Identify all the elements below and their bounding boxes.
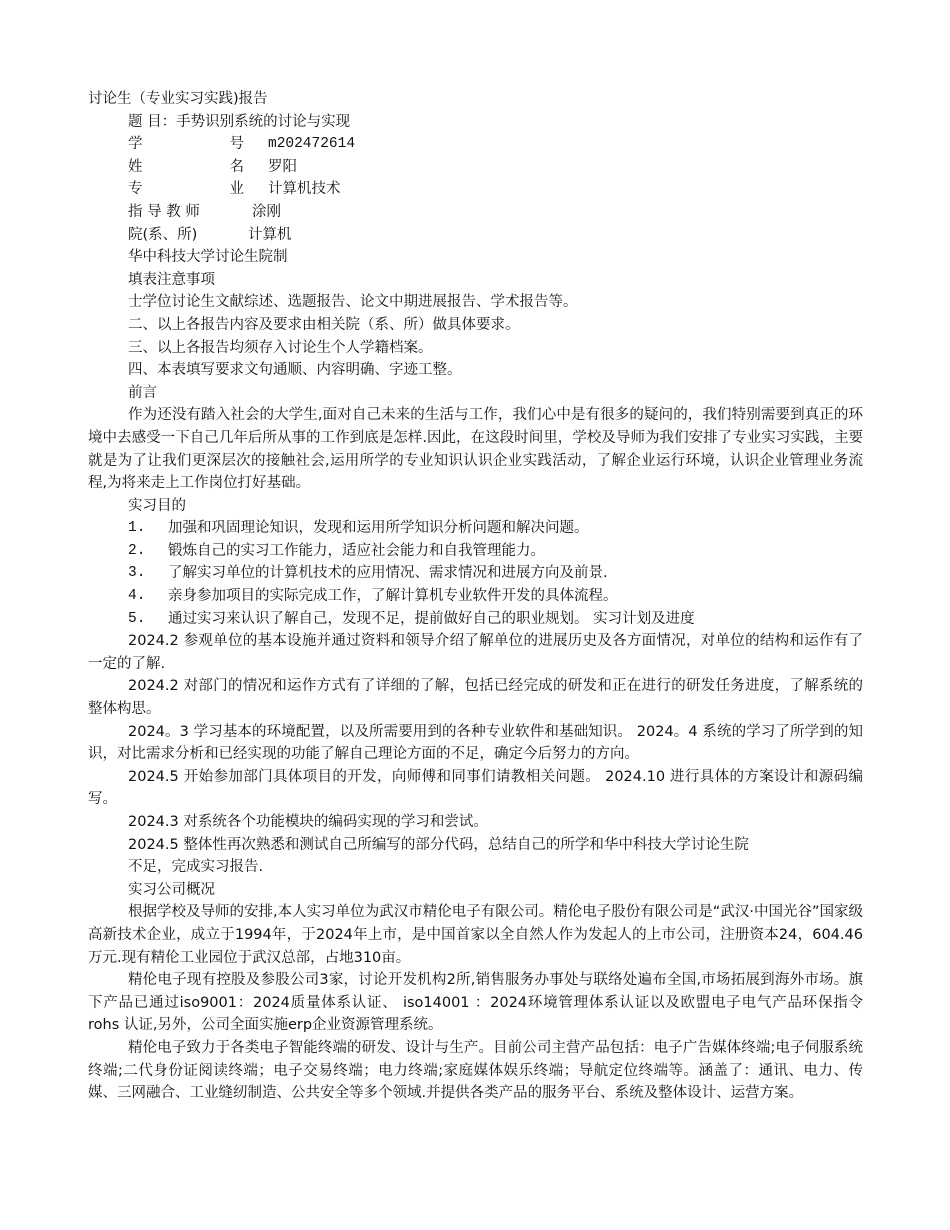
- company-paragraph: 精伦电子致力于各类电子智能终端的研发、设计与生产。目前公司主营产品包括：电子广告媒体终端;电子伺服系统终端;二代身份证阅读终端；电子交易终端；电力终端;家庭媒体娱乐终端；导航定位终端等。涵盖了：通讯、电力、传媒、三网融合、工业缝纫制造、公共安全等多个领域.并提供各类产品的服务平台、系统及整体设计、运营方案。: [88, 1039, 863, 1102]
- plan-paragraph: 2024.2 参观单位的基本设施并通过资料和领导介绍了解单位的进展历史及各方面情况，对单位的结构和运作有了一定的了解.: [88, 633, 863, 672]
- name-field: [88, 156, 863, 179]
- student-id-label: 学 号: [128, 136, 244, 153]
- plan-paragraph: 2024.3 对系统各个功能模块的编码实现的学习和尝试。: [128, 814, 488, 830]
- dept-label: 院(系、所): [128, 226, 198, 243]
- issuer-line: 华中科技大学讨论生院制: [128, 249, 288, 266]
- dept-field: [88, 224, 863, 247]
- note-item: 三、以上各报告均须存入讨论生个人学籍档案。: [128, 339, 433, 356]
- student-id-field: [88, 133, 863, 156]
- plan-paragraph: 2024。3 学习基本的环境配置，以及所需要用到的各种专业软件和基础知识。 2024。4 系统的学习了所学到的知识，对比需求分析和已经实现的功能了解自己理论方面的不足，确定今后努力的方向。: [88, 723, 863, 763]
- goal-text: 加强和巩固理论知识，发现和运用所学知识分析问题和解决问题。: [168, 520, 589, 537]
- note-item: 士学位讨论生文献综述、选题报告、论文中期进展报告、学术报告等。: [128, 294, 578, 311]
- advisor-field: [88, 201, 863, 224]
- note-item: 二、以上各报告内容及要求由相关院（系、所）做具体要求。: [128, 316, 520, 333]
- goal-number: 4.: [128, 588, 146, 605]
- company-paragraph: 根据学校及导师的安排,本人实习单位为武汉市精伦电子有限公司。精伦电子股份有限公司是“武汉·中国光谷”国家级高新技术企业，成立于1994年，于2024年上市，是中国首家以全自然人作为发起人的上市公司，注册资本24，604.46万元.现有精伦工业园位于武汉总部，占地310亩。: [88, 904, 863, 966]
- student-id-value: m202472614: [268, 136, 356, 153]
- notes-heading: 填表注意事项: [128, 271, 215, 288]
- goal-item: [88, 517, 863, 540]
- company-paragraph: 精伦电子现有控股及参股公司3家，讨论开发机构2所,销售服务办事处与联络处遍布全国,市场拓展到海外市场。旗下产品已通过iso9001：2024质量体系认证、 iso14001 ：2024环境管理体系认证以及欧盟电子电气产品环保指令 rohs 认证,另外，公司全面实施erp企业资源管理系统。: [88, 972, 863, 1034]
- plan-paragraph: 2024.5 整体性再次熟悉和测试自己所编写的部分代码，总结自己的所学和华中科技大学讨论生院: [128, 836, 749, 853]
- advisor-label: 指 导 教 师: [128, 203, 200, 220]
- goal-number: 1.: [128, 520, 146, 537]
- plan-paragraph: 2024.5 开始参加部门具体项目的开发，向师傅和同事们请教相关问题。 2024.10 进行具体的方案设计和源码编写。: [88, 768, 863, 808]
- major-field: [88, 178, 863, 201]
- goal-item: [88, 562, 863, 585]
- name-value: 罗阳: [268, 158, 297, 175]
- name-label: 姓 名: [128, 158, 244, 175]
- note-item: 四、本表填写要求文句通顺、内容明确、字迹工整。: [128, 362, 462, 379]
- topic-field: 题 目：手势识别系统的讨论与实现: [128, 113, 351, 130]
- goals-heading: 实习目的: [128, 497, 186, 514]
- goal-number: 3.: [128, 565, 146, 582]
- plan-tail: 不足，完成实习报告.: [128, 859, 264, 876]
- document-page: [88, 88, 863, 1105]
- goal-text: 亲身参加项目的实际完成工作，了解计算机专业软件开发的具体流程。: [168, 588, 618, 605]
- goal-text: 了解实习单位的计算机技术的应用情况、需求情况和进展方向及前景.: [168, 565, 608, 582]
- goal-text: 通过实习来认识了解自己，发现不足，提前做好自己的职业规划。 实习计划及进度: [168, 610, 695, 627]
- goal-number: 2.: [128, 542, 146, 559]
- company-heading: 实习公司概况: [128, 881, 215, 898]
- major-label: 专 业: [128, 181, 244, 198]
- plan-paragraph: 2024.2 对部门的情况和运作方式有了详细的了解，包括已经完成的研发和正在进行的研发任务进度，了解系统的整体构思。: [88, 678, 863, 718]
- goal-item: [88, 608, 863, 631]
- advisor-value: 涂刚: [252, 203, 281, 220]
- preface-paragraph: 作为还没有踏入社会的大学生,面对自己未来的生活与工作，我们心中是有很多的疑问的，我们特别需要到真正的环境中去感受一下自己几年后所从事的工作到底是怎样.因此，在这段时间里，学校及导师为我们安排了专业实习实践，主要就是为了让我们更深层次的接触社会,运用所学的专业知识认识企业实践活动，了解企业运行环境，认识企业管理业务流程,为将来走上工作岗位打好基础。: [88, 407, 863, 492]
- goal-item: [88, 585, 863, 608]
- major-value: 计算机技术: [268, 181, 341, 198]
- goal-item: [88, 540, 863, 563]
- goal-text: 锻炼自己的实习工作能力，适应社会能力和自我管理能力。: [168, 542, 545, 559]
- goal-number: 5.: [128, 610, 146, 627]
- dept-value: 计算机: [248, 226, 292, 243]
- preface-heading: 前言: [128, 384, 157, 401]
- document-title: 讨论生（专业实习实践)报告: [88, 91, 268, 107]
